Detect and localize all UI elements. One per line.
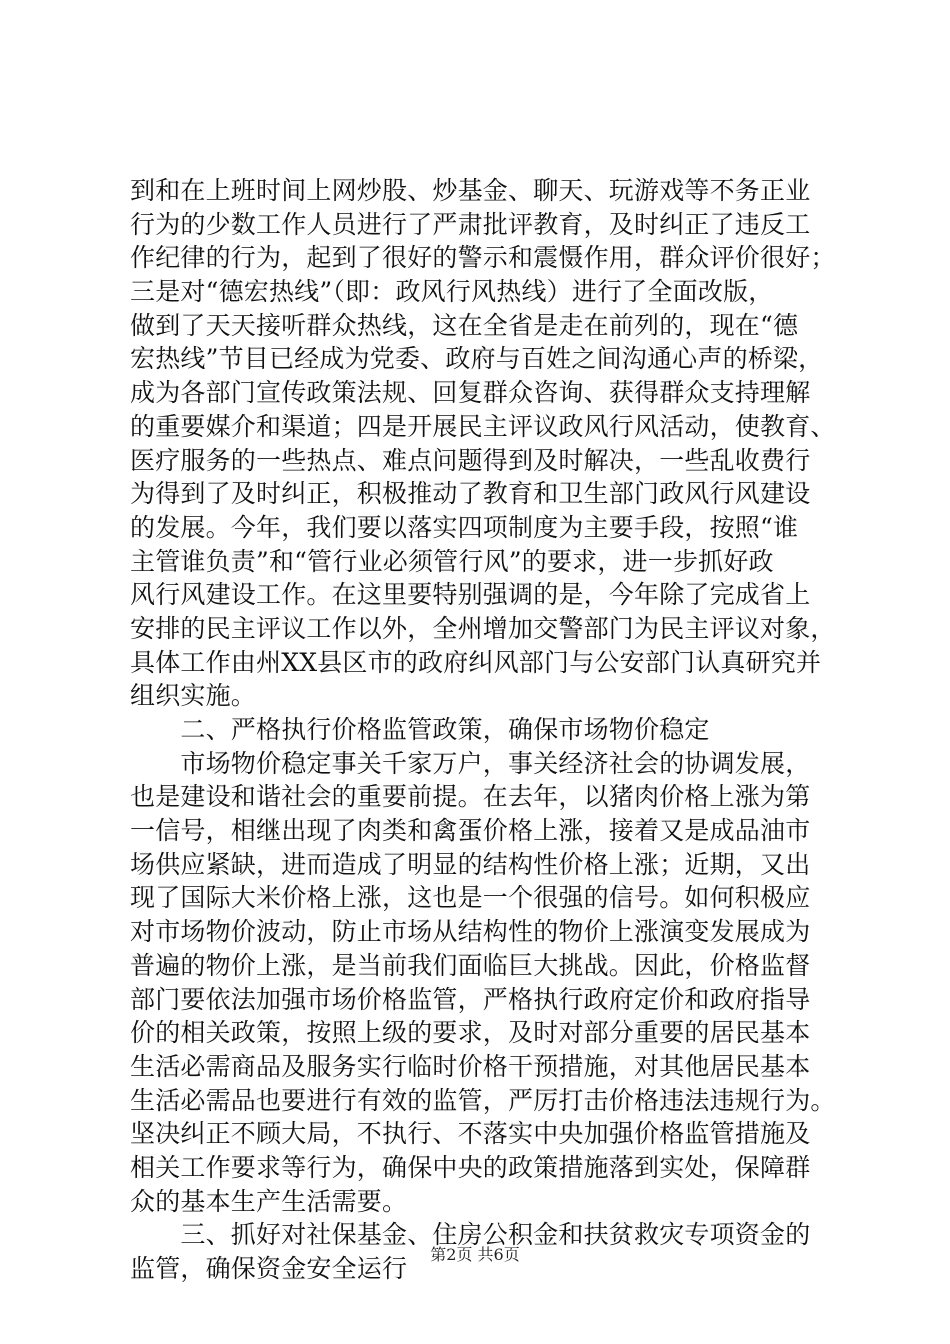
- text-line: 的发展。今年，我们要以落实四项制度为主要手段，按照“谁: [130, 512, 799, 542]
- text-line: 监管，确保资金安全运行: [130, 1254, 408, 1283]
- text-line: 行为的少数工作人员进行了严肃批评教育，及时纠正了违反工: [130, 209, 811, 239]
- text-line: 坚决纠正不顾大局，不执行、不落实中央加强价格监管措施及: [130, 1119, 811, 1149]
- document-body: [130, 174, 850, 1286]
- text-line: 普遍的物价上涨，是当前我们面临巨大挑战。因此，价格监督: [130, 950, 811, 980]
- text-line: 一信号，相继出现了肉类和禽蛋价格上涨，接着又是成品油市: [130, 816, 811, 846]
- text-line: 生活必需品也要进行有效的监管，严厉打击价格违法违规行为。: [130, 1085, 836, 1115]
- text-line: 到和在上班时间上网炒股、炒基金、聊天、玩游戏等不务正业: [130, 176, 811, 205]
- text-line: 场供应紧缺，进而造成了明显的结构性价格上涨；近期，又出: [130, 849, 811, 879]
- text-line: 主管谁负责”和“管行业必须管行风”的要求，进一步抓好政: [130, 546, 774, 576]
- text-line: 作纪律的行为，起到了很好的警示和震慑作用，群众评价很好；: [130, 243, 836, 273]
- text-line: 部门要依法加强市场价格监管，严格执行政府定价和政府指导: [130, 984, 811, 1014]
- text-line: 对市场物价波动，防止市场从结构性的物价上涨演变发展成为: [130, 917, 811, 947]
- text-line: 成为各部门宣传政策法规、回复群众咨询、获得群众支持理解: [130, 378, 811, 408]
- text-line: 宏热线”节目已经成为党委、政府与百姓之间沟通心声的桥梁，: [130, 344, 824, 374]
- text-line: 医疗服务的一些热点、难点问题得到及时解决，一些乱收费行: [130, 445, 811, 475]
- text-line: 安排的民主评议工作以外，全州增加交警部门为民主评议对象，: [130, 613, 836, 643]
- section-heading: 三、抓好对社保基金、住房公积金和扶贫救灾专项资金的: [130, 1220, 811, 1250]
- text-line: 生活必需商品及服务实行临时价格干预措施，对其他居民基本: [130, 1051, 811, 1081]
- text-line: 也是建设和谐社会的重要前提。在去年，以猪肉价格上涨为第: [130, 782, 811, 812]
- text-line: 具体工作由州XX县区市的政府纠风部门与公安部门认真研究并: [130, 647, 822, 677]
- text-line: 相关工作要求等行为，确保中央的政策措施落到实处，保障群: [130, 1152, 811, 1182]
- text-line: 市场物价稳定事关千家万户，事关经济社会的协调发展，: [130, 748, 811, 778]
- page-footer: 第2页 共6页: [430, 1245, 520, 1264]
- text-line: 风行风建设工作。在这里要特别强调的是，今年除了完成省上: [130, 580, 811, 610]
- text-line: 众的基本生产生活需要。: [130, 1186, 408, 1216]
- text-line: 三是对“德宏热线”（即：政风行风热线）进行了全面改版，: [130, 277, 774, 307]
- text-line: 价的相关政策，按照上级的要求，及时对部分重要的居民基本: [130, 1018, 811, 1048]
- text-line: 现了国际大米价格上涨，这也是一个很强的信号。如何积极应: [130, 883, 811, 913]
- text-line: 的重要媒介和渠道；四是开展民主评议政风行风活动，使教育、: [130, 411, 836, 441]
- section-heading: 二、严格执行价格监管政策，确保市场物价稳定: [130, 715, 710, 744]
- text-line: 组织实施。: [130, 681, 257, 711]
- text-line: 为得到了及时纠正，积极推动了教育和卫生部门政风行风建设: [130, 479, 811, 509]
- text-line: 做到了天天接听群众热线，这在全省是走在前列的，现在“德: [130, 310, 799, 340]
